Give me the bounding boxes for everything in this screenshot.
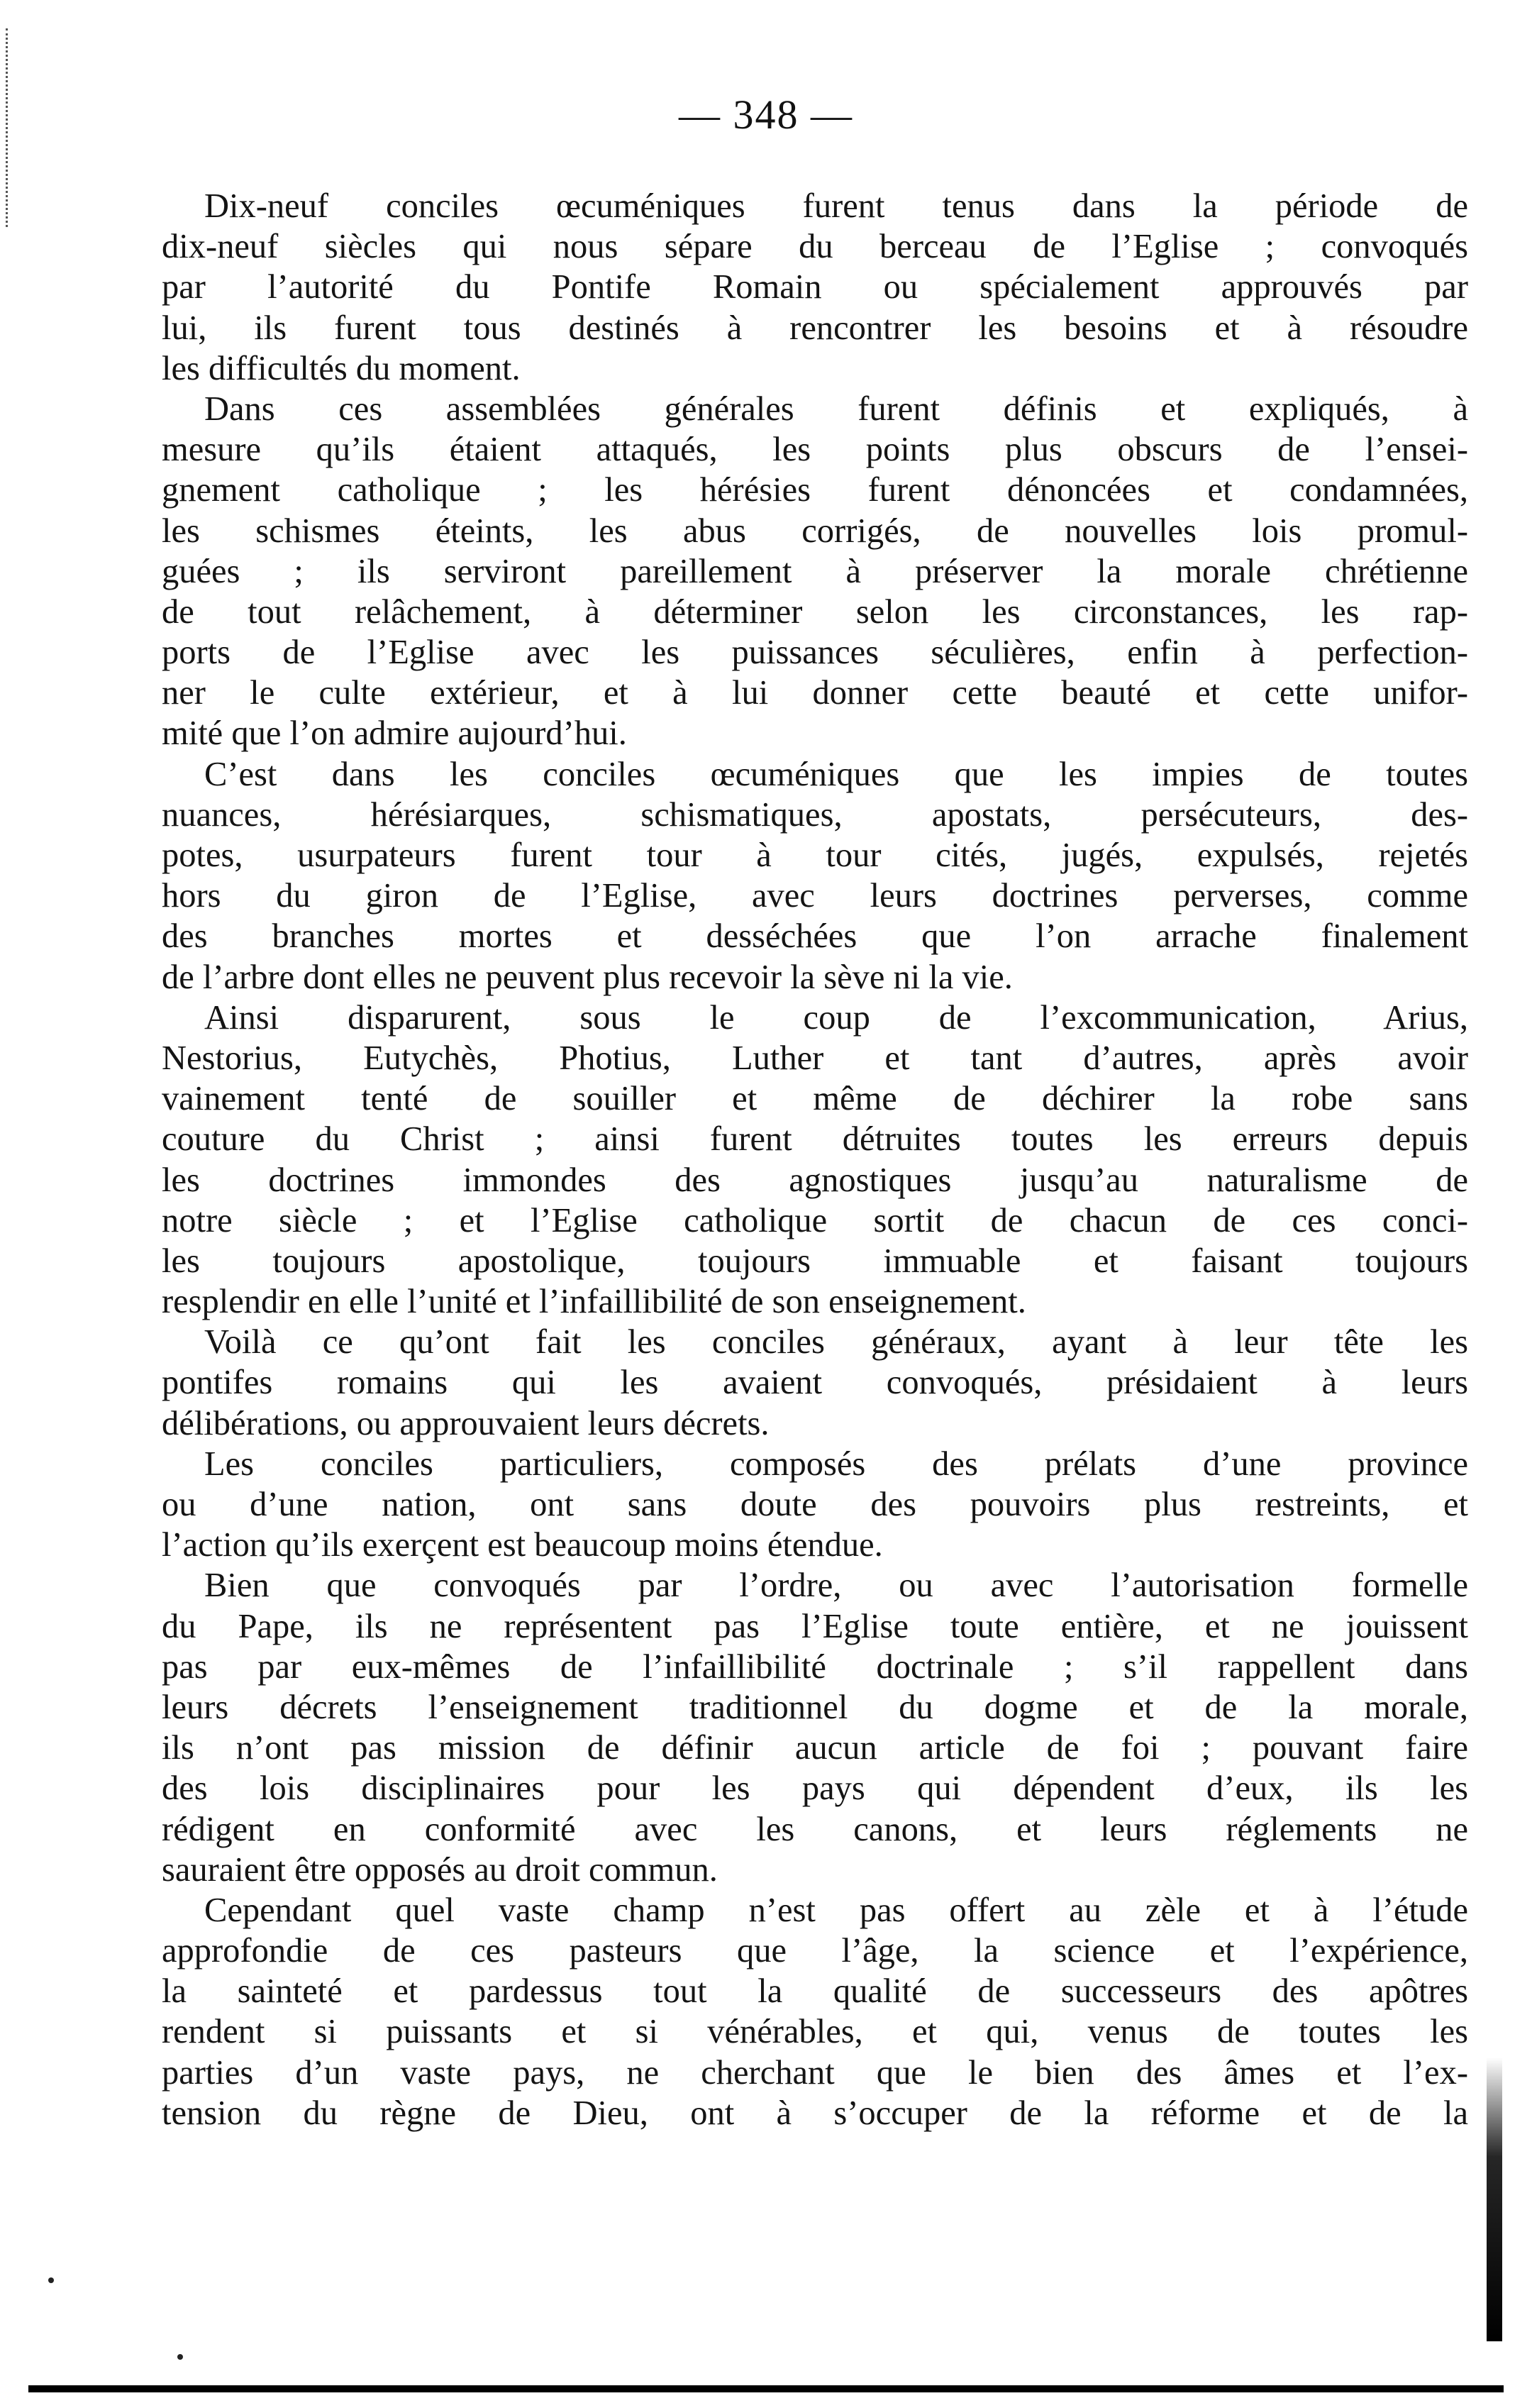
scan-speck xyxy=(48,2277,54,2283)
text-line: des lois disciplinaires pour les pays qui dépendent d’eux, ils les xyxy=(162,1769,1468,1808)
text-line: C’est dans les conciles œcuméniques que les impies de toutes xyxy=(204,755,1468,793)
text-line: l’action qu’ils exerçent est beaucoup moins étendue. xyxy=(162,1526,883,1564)
text-line: rendent si puissants et si vénérables, et qui, venus de toutes les xyxy=(162,2013,1468,2051)
text-line: ner le culte extérieur, et à lui donner cette beauté et cette unifor- xyxy=(162,674,1468,712)
text-line: leurs décrets l’enseignement traditionnel du dogme et de la morale, xyxy=(162,1688,1468,1726)
text-line: potes, usurpateurs furent tour à tour cités, jugés, expulsés, rejetés xyxy=(162,836,1468,874)
text-line: ports de l’Eglise avec les puissances séculières, enfin à perfection- xyxy=(162,634,1468,672)
text-line: ou d’une nation, ont sans doute des pouvoirs plus restreints, et xyxy=(162,1486,1468,1523)
text-line: les doctrines immondes des agnostiques jusqu’au naturalisme de xyxy=(162,1161,1468,1199)
text-line: mesure qu’ils étaient attaqués, les points plus obscurs de l’ensei- xyxy=(162,431,1468,469)
text-line: Nestorius, Eutychès, Photius, Luther et tant d’autres, après avoir xyxy=(162,1039,1468,1077)
text-line: Dans ces assemblées générales furent définis et expliqués, à xyxy=(204,390,1468,428)
text-line: les schismes éteints, les abus corrigés, de nouvelles lois promul- xyxy=(162,512,1468,550)
text-line: des branches mortes et desséchées que l’on arrache finalement xyxy=(162,917,1468,956)
text-line: rédigent en conformité avec les canons, et leurs réglements ne xyxy=(162,1810,1468,1848)
text-line: pas par eux-mêmes de l’infaillibilité doctrinale ; s’il rappellent dans xyxy=(162,1647,1468,1686)
text-line: délibérations, ou approuvaient leurs décrets. xyxy=(162,1404,770,1442)
text-line: Les conciles particuliers, composés des prélats d’une province xyxy=(204,1445,1468,1483)
text-line: couture du Christ ; ainsi furent détruites toutes les erreurs depuis xyxy=(162,1120,1468,1159)
text-line: nuances, hérésiarques, schismatiques, apostats, persécuteurs, des- xyxy=(162,795,1468,834)
text-line: tension du règne de Dieu, ont à s’occuper de la réforme et de la xyxy=(162,2094,1468,2132)
text-line: Bien que convoqués par l’ordre, ou avec l’autorisation formelle xyxy=(204,1567,1468,1605)
page-number: — 348 — xyxy=(679,92,853,138)
text-line: mité que l’on admire aujourd’hui. xyxy=(162,714,627,753)
body-text xyxy=(162,186,1468,2133)
scan-speck xyxy=(177,2354,183,2360)
text-line: sauraient être opposés au droit commun. xyxy=(162,1850,718,1889)
text-line: resplendir en elle l’unité et l’infaillibilité de son enseignement. xyxy=(162,1283,1026,1321)
text-line: approfondie de ces pasteurs que l’âge, la science et l’expérience, xyxy=(162,1932,1468,1970)
text-line: lui, ils furent tous destinés à rencontrer les besoins et à résoudre xyxy=(162,309,1468,347)
text-line: vainement tenté de souiller et même de déchirer la robe sans xyxy=(162,1080,1468,1118)
text-line: du Pape, ils ne représentent pas l’Eglise toute entière, et ne jouissent xyxy=(162,1607,1468,1645)
text-line: la sainteté et pardessus tout la qualité de successeurs des apôtres xyxy=(162,1972,1468,2011)
text-line: gnement catholique ; les hérésies furent dénoncées et condamnées, xyxy=(162,471,1468,509)
text-line: dix-neuf siècles qui nous sépare du berceau de l’Eglise ; convoqués xyxy=(162,228,1468,266)
text-line: de tout relâchement, à déterminer selon les circonstances, les rap- xyxy=(162,592,1468,631)
text-line: pontifes romains qui les avaient convoqués, présidaient à leurs xyxy=(162,1364,1468,1402)
scan-right-edge xyxy=(1487,2058,1502,2341)
text-line: hors du giron de l’Eglise, avec leurs doctrines perverses, comme xyxy=(162,877,1468,915)
text-line: les toujours apostolique, toujours immuable et faisant toujours xyxy=(162,1242,1468,1280)
text-line: guées ; ils serviront pareillement à préserver la morale chrétienne xyxy=(162,552,1468,590)
text-line: Dix-neuf conciles œcuméniques furent tenus dans la période de xyxy=(204,187,1468,225)
text-line: notre siècle ; et l’Eglise catholique sortit de chacun de ces conci- xyxy=(162,1201,1468,1239)
text-line: les difficultés du moment. xyxy=(162,349,521,387)
text-line: Cependant quel vaste champ n’est pas offert au zèle et à l’étude xyxy=(204,1891,1468,1929)
text-line: par l’autorité du Pontife Romain ou spécialement approuvés par xyxy=(162,268,1468,306)
text-line: Ainsi disparurent, sous le coup de l’excommunication, Arius, xyxy=(204,998,1468,1037)
text-line: de l’arbre dont elles ne peuvent plus recevoir la sève ni la vie. xyxy=(162,958,1013,996)
text-line: parties d’un vaste pays, ne cherchant que le bien des âmes et l’ex- xyxy=(162,2053,1468,2092)
text-line: ils n’ont pas mission de définir aucun article de foi ; pouvant faire xyxy=(162,1729,1468,1767)
text-line: Voilà ce qu’ont fait les conciles généraux, ayant à leur tête les xyxy=(204,1323,1468,1362)
scan-bottom-edge xyxy=(28,2385,1504,2392)
